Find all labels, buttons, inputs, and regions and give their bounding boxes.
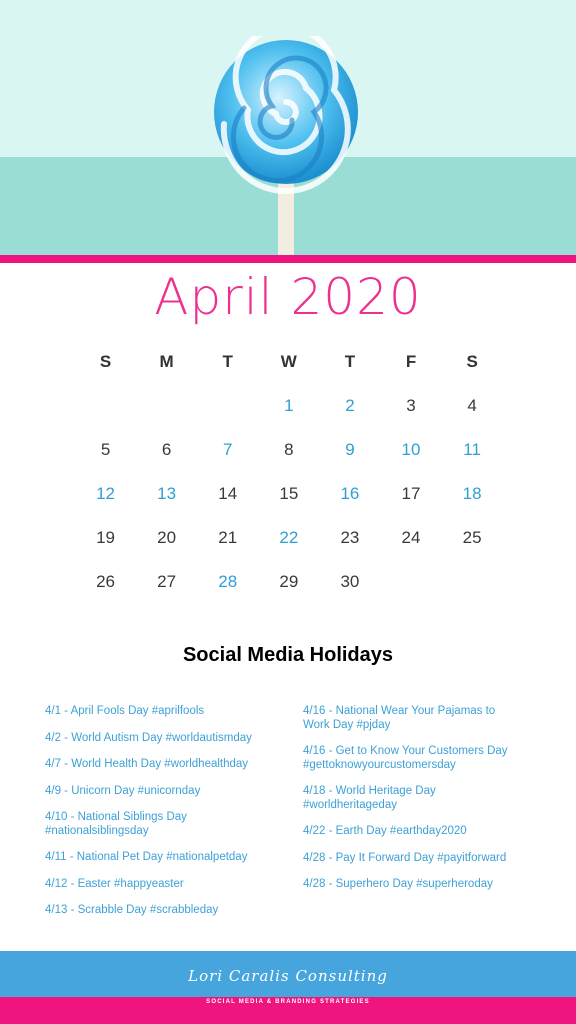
day-cell: 4	[467, 396, 477, 415]
calendar-grid	[75, 340, 503, 604]
hero-banner	[0, 0, 576, 258]
day-cell: 10	[401, 440, 421, 459]
day-cell: 17	[401, 484, 421, 503]
day-cell: 22	[279, 528, 299, 547]
holidays-right-column	[303, 705, 553, 905]
holiday-item: 4/1 - April Fools Day #aprilfools	[45, 705, 205, 717]
day-cell: 24	[401, 528, 421, 547]
day-cell: 7	[223, 440, 233, 459]
weekday-header	[75, 340, 503, 384]
day-cell: 30	[340, 572, 360, 591]
section-title: Social Media Holidays	[182, 644, 394, 666]
day-cell: 13	[157, 484, 177, 503]
week-row	[75, 516, 503, 560]
day-cell: 29	[279, 572, 299, 591]
brand-logo-text: Lori Caralis Consulting	[188, 967, 388, 985]
day-cell: 8	[284, 440, 294, 459]
day-cell: 28	[218, 572, 238, 591]
weekday-label: S	[466, 352, 478, 371]
weekday-label: W	[280, 352, 297, 371]
day-cell: 16	[340, 484, 360, 503]
weekday-label: T	[222, 352, 233, 371]
day-cell: 5	[100, 440, 111, 459]
day-cell: 18	[462, 484, 482, 503]
holiday-item: 4/12 - Easter #happyeaster	[45, 877, 184, 890]
day-cell: 9	[345, 440, 355, 459]
day-cell: 25	[462, 528, 482, 547]
day-cell: 6	[161, 440, 172, 459]
holiday-item: 4/18 - World Heritage Day #worldheritageday	[303, 785, 436, 811]
holiday-item: 4/28 - Pay It Forward Day #payitforward	[303, 851, 507, 864]
day-cell: 20	[157, 528, 177, 547]
brand-tagline: SOCIAL MEDIA & BRANDING STRATEGIES	[206, 999, 370, 1005]
week-row	[75, 472, 503, 516]
weekday-label: F	[405, 352, 417, 371]
lollipop-image	[190, 36, 390, 258]
day-cell: 27	[157, 572, 177, 591]
weekday-label: M	[159, 352, 174, 371]
week-row	[75, 384, 503, 428]
day-cell: 21	[218, 528, 238, 547]
week-row	[75, 560, 503, 604]
holiday-item: 4/22 - Earth Day #earthday2020	[303, 825, 467, 837]
day-cell: 1	[284, 396, 294, 415]
holiday-item: 4/9 - Unicorn Day #unicornday	[45, 784, 201, 797]
holiday-item: 4/16 - National Wear Your Pajamas to Work Day #pjday	[303, 705, 496, 731]
day-cell: 15	[279, 484, 299, 503]
pink-divider	[0, 255, 576, 263]
holiday-item: 4/10 - National Siblings Day #nationalsiblingsday	[45, 811, 187, 837]
week-row	[75, 428, 503, 472]
holiday-item: 4/11 - National Pet Day #nationalpetday	[45, 851, 248, 863]
day-cell: 12	[96, 484, 115, 503]
holiday-item: 4/28 - Superhero Day #superheroday	[303, 878, 493, 890]
day-cell: 26	[96, 572, 115, 591]
day-cell: 11	[463, 440, 481, 459]
holidays-left-column	[45, 705, 295, 931]
day-cell: 3	[406, 396, 416, 415]
weekday-label: S	[99, 352, 112, 371]
page-title: April 2020	[154, 268, 422, 326]
holiday-item: 4/13 - Scrabble Day #scrabbleday	[45, 904, 219, 916]
day-cell: 19	[96, 528, 115, 547]
day-cell: 2	[345, 396, 355, 415]
day-cell: 14	[218, 484, 238, 503]
weekday-label: T	[344, 352, 356, 371]
day-cell: 23	[340, 528, 360, 547]
holiday-item: 4/7 - World Health Day #worldhealthday	[45, 758, 249, 770]
holiday-item: 4/2 - World Autism Day #worldautismday	[45, 731, 252, 744]
holiday-item: 4/16 - Get to Know Your Customers Day #gettoknowyourcustomersday	[303, 745, 508, 771]
